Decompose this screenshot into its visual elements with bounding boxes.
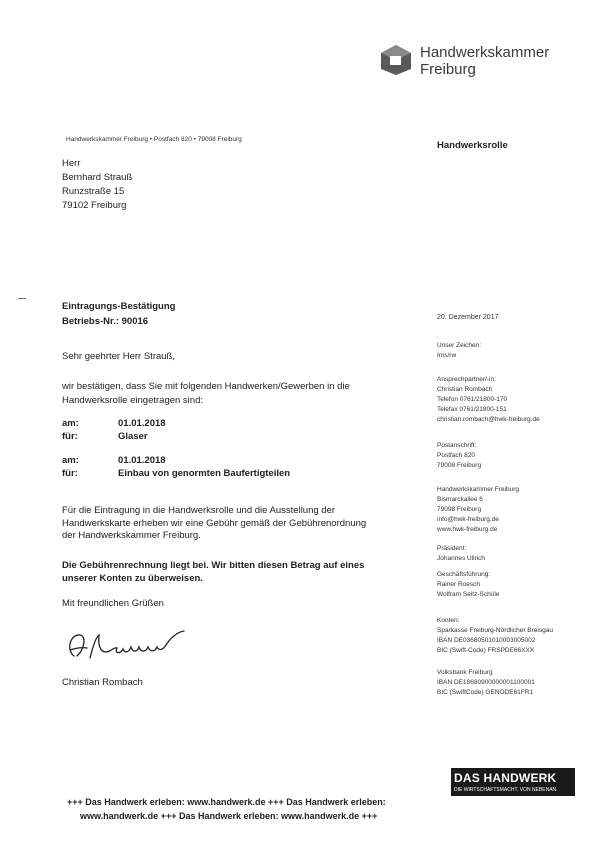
management-label: Geschäftsführung: <box>437 571 491 578</box>
management-name-2: Wolfram Seitz-Schüle <box>437 591 500 598</box>
entry-1-date: 01.01.2018 <box>118 418 166 429</box>
hwk-logo-icon <box>378 44 414 76</box>
recipient-street: Runzstraße 15 <box>62 186 125 197</box>
fee-line-2: Handwerkskarte erheben wir eine Gebühr gemäß der Gebührenordnung <box>62 517 367 529</box>
entry-2-am-label: am: <box>62 455 79 466</box>
closing: Mit freundlichen Grüßen <box>62 598 164 609</box>
bank1-iban: IBAN DE03680501010003005002 <box>437 637 536 644</box>
bank2-iban: IBAN DE18680900000001100001 <box>437 679 535 686</box>
address-line1: Handwerkskammer Freiburg <box>437 486 519 493</box>
banner-tagline: DIE WIRTSCHAFTSMACHT. VON NEBENAN. <box>454 787 558 793</box>
bank2-bic: BIC (SwiftCode) GENODE61FR1 <box>437 689 534 696</box>
our-ref-label: Unser Zeichen: <box>437 342 482 349</box>
post-label: Postanschrift: <box>437 442 477 449</box>
recipient-city: 79102 Freiburg <box>62 200 127 211</box>
entry-1-am-label: am: <box>62 418 79 429</box>
post-line1: Postfach 820 <box>437 452 475 459</box>
subject-title: Eintragungs-Bestätigung <box>62 301 176 312</box>
fee-line-3: der Handwerkskammer Freiburg. <box>62 530 201 541</box>
footer-line-2: www.handwerk.de +++ Das Handwerk erleben: www.handwerk.de +++ <box>80 811 378 821</box>
entry-2-trade: Einbau von genormten Baufertigteilen <box>118 468 291 479</box>
signature-icon <box>60 626 195 666</box>
org-name-line1: Handwerkskammer <box>420 44 550 61</box>
bank2-name: Volksbank Freiburg <box>437 669 493 676</box>
contact-email: christian.rombach@hwk-freiburg.de <box>437 416 540 423</box>
greeting: Sehr geehrter Herr Strauß, <box>62 351 175 362</box>
our-ref-value: Ims/rw <box>437 352 457 359</box>
contact-name: Christian Rombach <box>437 386 493 393</box>
president-name: Johannes Ullrich <box>437 555 486 562</box>
signatory-name: Christian Rombach <box>62 677 143 688</box>
entry-2-date: 01.01.2018 <box>118 455 166 466</box>
address-line3: 79098 Freiburg <box>437 506 482 513</box>
entry-1-trade: Glaser <box>118 431 148 442</box>
contact-label: Ansprechpartner/-in: <box>437 376 496 383</box>
management-name-1: Rainer Roesch <box>437 581 480 588</box>
footer-line-1: +++ Das Handwerk erleben: www.handwerk.de +++ Das Handwerk erleben: <box>67 797 386 807</box>
entry-1-fuer-label: für: <box>62 431 78 442</box>
org-name-line2: Freiburg <box>420 61 476 78</box>
invoice-line-2: unserer Konten zu überweisen. <box>62 573 203 584</box>
sidebar-info <box>437 341 553 698</box>
sender-line: Handwerkskammer Freiburg • Postfach 820 • 79008 Freiburg <box>66 136 242 143</box>
subject-reference: Betriebs-Nr.: 90016 <box>62 316 149 327</box>
entry-2-fuer-label: für: <box>62 468 78 479</box>
invoice-line-1: Die Gebührenrechnung liegt bei. Wir bitten diesen Betrag auf eines <box>62 560 365 571</box>
recipient-block <box>62 157 132 213</box>
department: Handwerksrolle <box>437 140 508 151</box>
contact-fax: Telefax 0761/21800-151 <box>437 406 507 413</box>
recipient-name: Bernhard Strauß <box>62 172 133 183</box>
president-label: Präsident: <box>437 545 467 552</box>
recipient-salutation: Herr <box>62 158 81 169</box>
letter-date: 20. Dezember 2017 <box>437 314 499 321</box>
invoice-paragraph <box>62 559 364 585</box>
banner-title: DAS HANDWERK <box>454 771 557 785</box>
address-web: www.hwk-freiburg.de <box>437 526 498 533</box>
intro-paragraph <box>62 380 350 408</box>
fold-mark <box>18 298 26 299</box>
post-line2: 79008 Freiburg <box>437 462 482 469</box>
contact-phone: Telefon 0761/21800-170 <box>437 396 508 403</box>
address-line2: Bismarckallee 6 <box>437 496 483 503</box>
bank1-name: Sparkasse Freiburg-Nördlicher Breisgau <box>437 627 553 634</box>
handwerk-banner <box>451 768 575 796</box>
fee-paragraph <box>62 505 366 543</box>
fee-line-1: Für die Eintragung in die Handwerksrolle und die Ausstellung der <box>62 505 336 516</box>
intro-line-1: wir bestätigen, dass Sie mit folgenden Handwerken/Gewerben in die <box>62 381 350 392</box>
bank1-bic: BIC (Swift-Code) FRSPDE66XXX <box>437 647 535 654</box>
address-email: info@hwk-freiburg.de <box>437 516 499 523</box>
intro-line-2: Handwerksrolle eingetragen sind: <box>62 395 203 406</box>
accounts-label: Konten: <box>437 617 460 624</box>
